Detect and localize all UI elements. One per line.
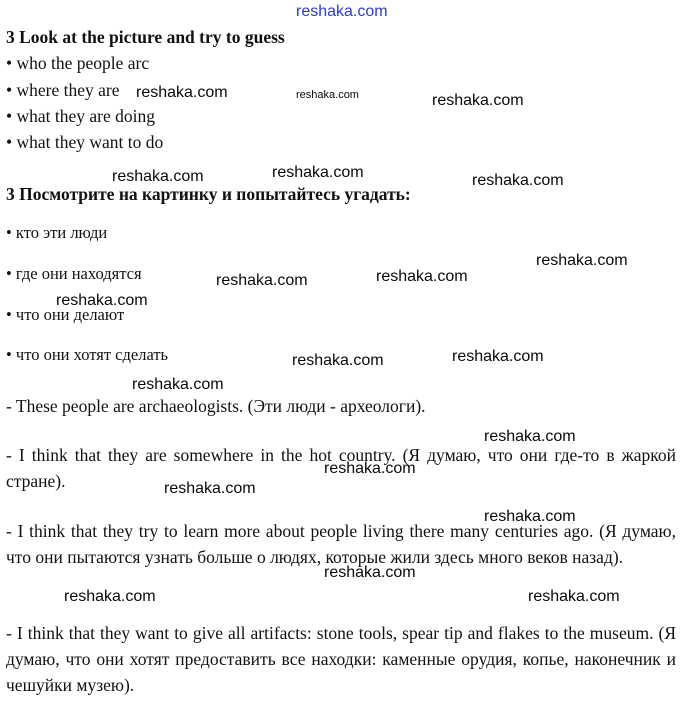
watermark: reshaka.com xyxy=(216,272,308,289)
watermark: reshaka.com xyxy=(112,168,204,185)
watermark: reshaka.com xyxy=(296,89,359,101)
watermark: reshaka.com xyxy=(528,588,620,605)
task-ru-item: • что они делают xyxy=(6,305,125,324)
watermark: reshaka.com xyxy=(132,376,224,393)
watermark: reshaka.com xyxy=(272,164,364,181)
watermark: reshaka.com xyxy=(324,460,416,477)
answer-paragraph: - I think that they want to give all artifacts: stone tools, spear tip and flakes to the museum. (Я думаю, что они хотят предоставить все находки: каменные орудия, копье, наконечник и чешуйки музею). xyxy=(6,623,676,695)
answer-paragraph: - I think that they are somewhere in the hot country. (Я думаю, что они где-то в жаркой стране). xyxy=(6,445,676,491)
watermark: reshaka.com xyxy=(536,252,628,269)
watermark: reshaka.com xyxy=(64,588,156,605)
watermark: reshaka.com xyxy=(164,480,256,497)
answer-paragraph: - I think that they try to learn more about people living there many centuries ago. (Я думаю, что они пытаются узнать больше о людях, которые жили здесь много веков назад). xyxy=(6,521,676,567)
watermark: reshaka.com xyxy=(432,92,524,109)
watermark: reshaka.com xyxy=(324,564,416,581)
watermark: reshaka.com xyxy=(376,268,468,285)
watermark: reshaka.com xyxy=(296,3,388,20)
watermark: reshaka.com xyxy=(292,352,384,369)
watermark: reshaka.com xyxy=(452,348,544,365)
task-en-item: • where they are xyxy=(6,80,120,100)
task-en-heading: 3 Look at the picture and try to guess xyxy=(6,27,285,47)
watermark: reshaka.com xyxy=(484,428,576,445)
task-en-item: • what they are doing xyxy=(6,106,155,126)
watermark: reshaka.com xyxy=(484,508,576,525)
watermark: reshaka.com xyxy=(56,292,148,309)
task-ru-heading: 3 Посмотрите на картинку и попытайтесь угадать: xyxy=(6,184,411,204)
task-ru-item: • кто эти люди xyxy=(6,223,108,242)
watermark: reshaka.com xyxy=(472,172,564,189)
watermark: reshaka.com xyxy=(136,84,228,101)
task-en-item: • what they want to do xyxy=(6,132,164,152)
answer-paragraph: - These people are archaeologists. (Эти люди - археологи). xyxy=(6,396,426,416)
task-ru-item: • где они находятся xyxy=(6,264,142,283)
task-en-item: • who the people arc xyxy=(6,53,150,73)
task-ru-item: • что они хотят сделать xyxy=(6,345,169,364)
